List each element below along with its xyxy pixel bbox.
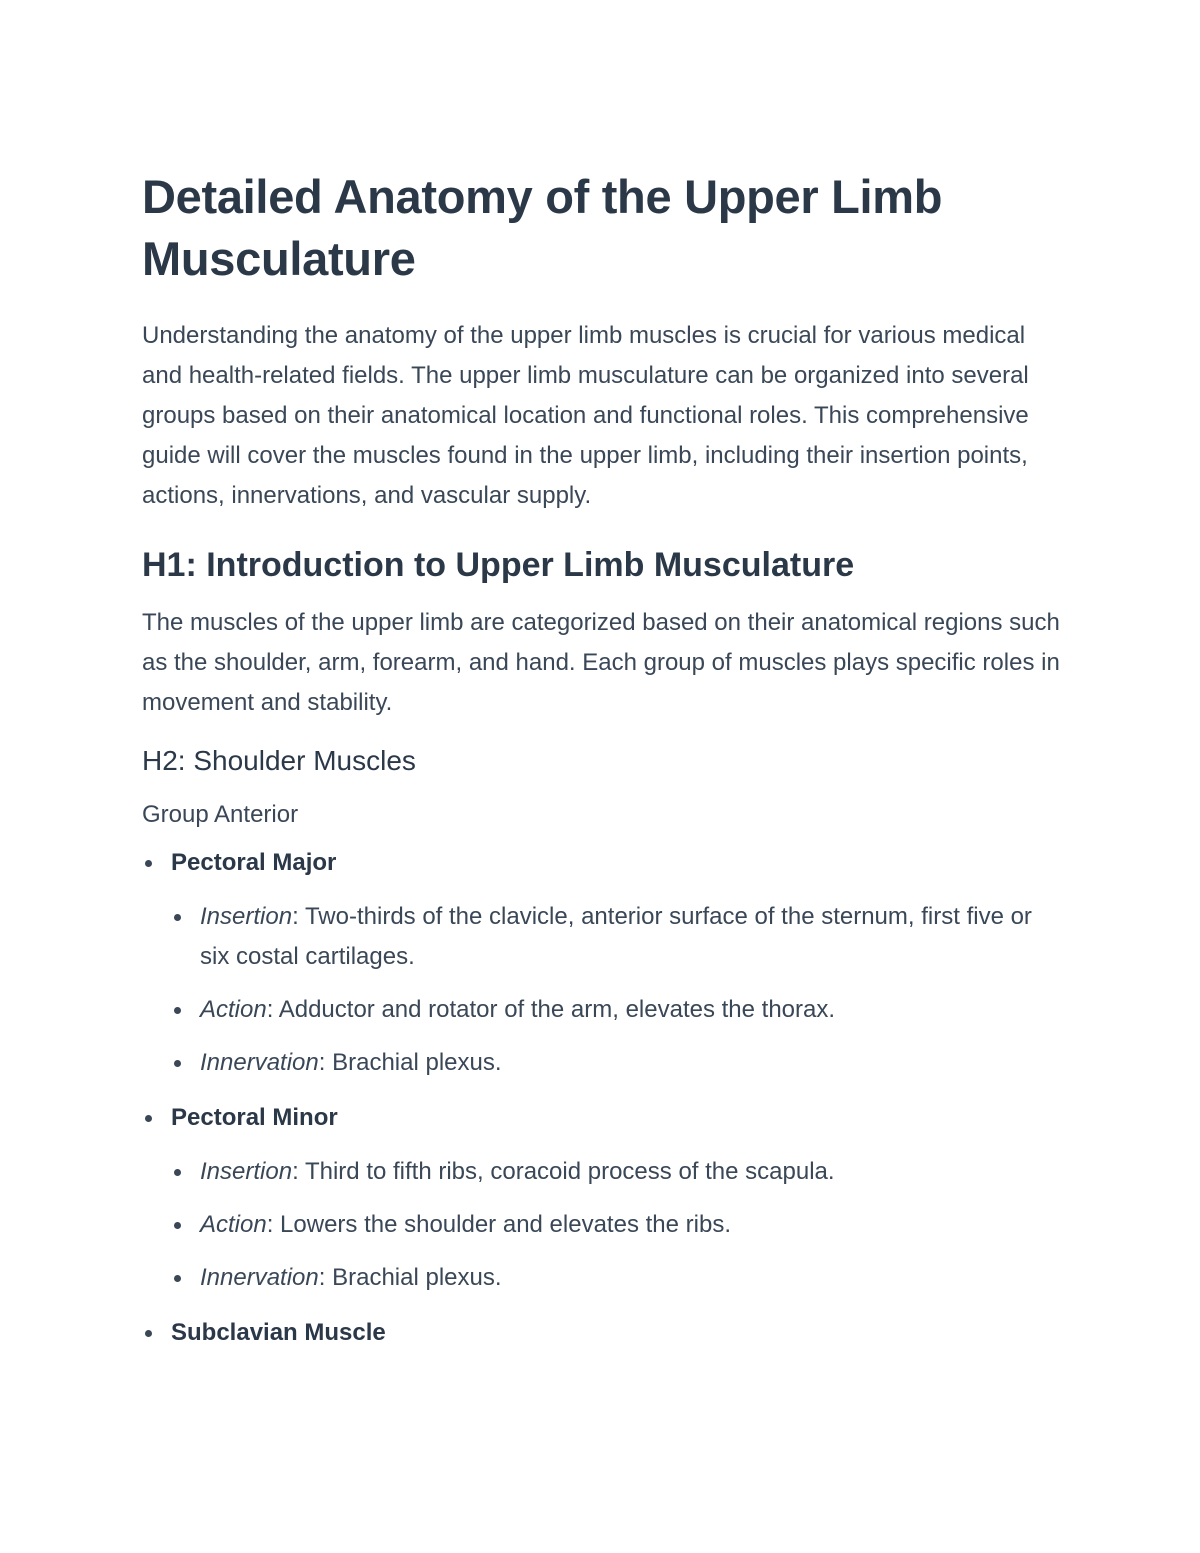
detail-value: Two-thirds of the clavicle, anterior surface of the sternum, first five or six costal cartilages.: [200, 903, 1032, 970]
detail-key: Action: [200, 1211, 267, 1238]
detail-separator: :: [318, 1049, 326, 1076]
detail-key: Innervation: [200, 1049, 319, 1076]
muscle-name: Pectoral Minor: [171, 1104, 338, 1131]
detail-key: Insertion: [200, 903, 293, 930]
detail-value: Adductor and rotator of the arm, elevates the thorax.: [278, 996, 836, 1023]
list-item-pectoral-minor: [142, 1100, 1062, 1298]
detail-separator: :: [318, 1264, 326, 1291]
detail-value: Brachial plexus.: [332, 1264, 502, 1291]
detail-separator: :: [266, 996, 274, 1023]
list-item-subclavian-muscle: [142, 1315, 1062, 1351]
document-title: Detailed Anatomy of the Upper Limb Musculature: [142, 170, 943, 285]
intro-paragraph: Understanding the anatomy of the upper limb muscles is crucial for various medical and health-related fields. The upper limb musculature can be organized into several groups based on their anatomical location and functional roles. This comprehensive guide will cover the muscles found in the upper limb, including their insertion points, actions, innervations, and vascular supply.: [142, 322, 1029, 509]
muscle-name: Pectoral Major: [171, 849, 337, 876]
introduction-paragraph: The muscles of the upper limb are categorized based on their anatomical regions such as the shoulder, arm, forearm, and hand. Each group of muscles plays specific roles in movement and stability.: [142, 609, 1060, 716]
detail-key: Innervation: [200, 1264, 319, 1291]
detail-item-innervation: [171, 1258, 1062, 1298]
detail-key: Insertion: [200, 1158, 293, 1185]
group-label: Group Anterior: [142, 801, 299, 828]
detail-list: [171, 1152, 1062, 1298]
document-page: [142, 166, 1062, 1368]
section-heading-shoulder-muscles: H2: Shoulder Muscles: [142, 745, 416, 776]
detail-value: Brachial plexus.: [332, 1049, 502, 1076]
detail-value: Third to fifth ribs, coracoid process of the scapula.: [304, 1158, 835, 1185]
detail-separator: :: [266, 1211, 274, 1238]
muscle-name: Subclavian Muscle: [171, 1319, 386, 1346]
detail-item-innervation: [171, 1043, 1062, 1083]
detail-item-insertion: [171, 1152, 1062, 1192]
detail-value: Lowers the shoulder and elevates the ribs.: [280, 1211, 731, 1238]
detail-item-insertion: [171, 897, 1062, 977]
section-heading-introduction: H1: Introduction to Upper Limb Musculature: [142, 546, 855, 584]
detail-list: [171, 897, 1062, 1083]
detail-item-action: [171, 1205, 1062, 1245]
muscle-list: [142, 845, 1062, 1351]
detail-key: Action: [200, 996, 267, 1023]
detail-separator: :: [292, 1158, 299, 1185]
list-item-pectoral-major: [142, 845, 1062, 1083]
detail-item-action: [171, 990, 1062, 1030]
detail-separator: :: [292, 903, 299, 930]
